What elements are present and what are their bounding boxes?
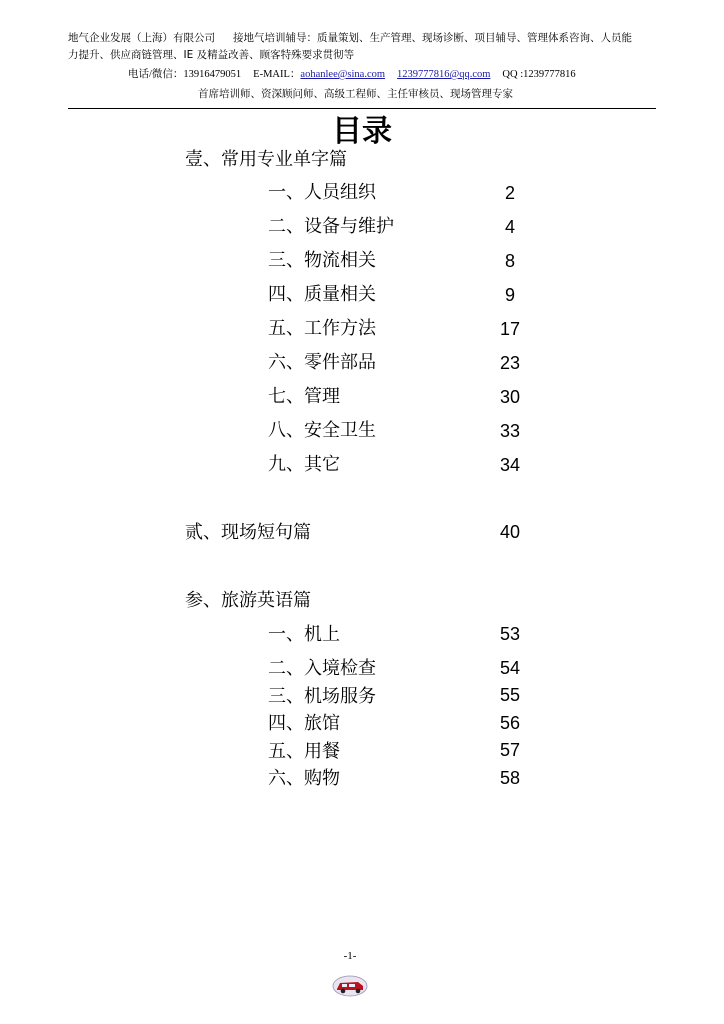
car-logo-icon [332,975,368,997]
toc-page: 55 [499,685,521,705]
toc-item[interactable]: 四、质量相关 [268,284,376,305]
services-text: 接地气培训辅导：质量策划、生产管理、现场诊断、项目辅导、管理体系咨询、人员能 [233,32,632,44]
email-link-2[interactable]: 1239777816@qq.com [397,69,491,80]
company-name: 地气企业发展（上海）有限公司 [68,32,215,44]
email-link[interactable]: aohanlee@sina.com [300,69,386,80]
header-rule [68,108,656,109]
toc-page: 58 [499,768,521,788]
toc-title: 目录 [332,114,392,149]
contact-line [128,67,576,83]
toc-section-3[interactable]: 参、旅游英语篇 [185,590,311,611]
toc-item[interactable]: 六、购物 [268,768,340,789]
toc-page: 57 [499,740,521,760]
toc-section-1[interactable]: 壹、常用专业单字篇 [185,149,347,170]
toc-item[interactable]: 二、入境检查 [268,658,376,679]
toc-item[interactable]: 一、机上 [268,624,340,645]
toc-item[interactable]: 二、设备与维护 [268,216,394,237]
toc-item[interactable]: 八、安全卫生 [268,420,376,441]
header-line-4: 首席培训师、资深顾问师、高级工程师、主任审核员、现场管理专家 [198,88,513,100]
toc-item[interactable]: 五、用餐 [268,741,340,762]
toc-page: 4 [504,217,515,237]
toc-page: 53 [499,624,521,644]
toc-page: 9 [504,285,515,305]
toc-page: 56 [499,713,521,733]
contact-qq: QQ :1239777816 [502,69,576,80]
header-line-1 [68,30,668,47]
page-number: -1- [343,950,357,962]
toc-item[interactable]: 三、物流相关 [268,250,376,271]
toc-item[interactable]: 九、其它 [268,454,340,475]
email-label: E-MAIL： [253,69,301,80]
toc-item[interactable]: 一、人员组织 [268,182,376,203]
toc-item[interactable]: 四、旅馆 [268,713,340,734]
toc-page: 54 [499,658,521,678]
toc-page: 40 [499,522,521,542]
toc-page: 8 [504,251,515,271]
toc-page: 34 [499,455,521,475]
toc-item[interactable]: 七、管理 [268,386,340,407]
toc-item[interactable]: 三、机场服务 [268,686,376,707]
toc-page: 30 [499,387,521,407]
header-line-2: 力提升、供应商链管理、IE 及精益改善、顾客特殊要求贯彻等 [68,49,355,61]
toc-item[interactable]: 五、工作方法 [268,318,376,339]
toc-page: 23 [499,353,521,373]
contact-phone: 电话/微信：13916479051 [128,69,242,80]
toc-page: 33 [499,421,521,441]
toc-section-2[interactable]: 贰、现场短句篇 [185,522,311,543]
toc-page: 17 [499,319,521,339]
toc-page: 2 [504,183,515,203]
toc-item[interactable]: 六、零件部品 [268,352,376,373]
